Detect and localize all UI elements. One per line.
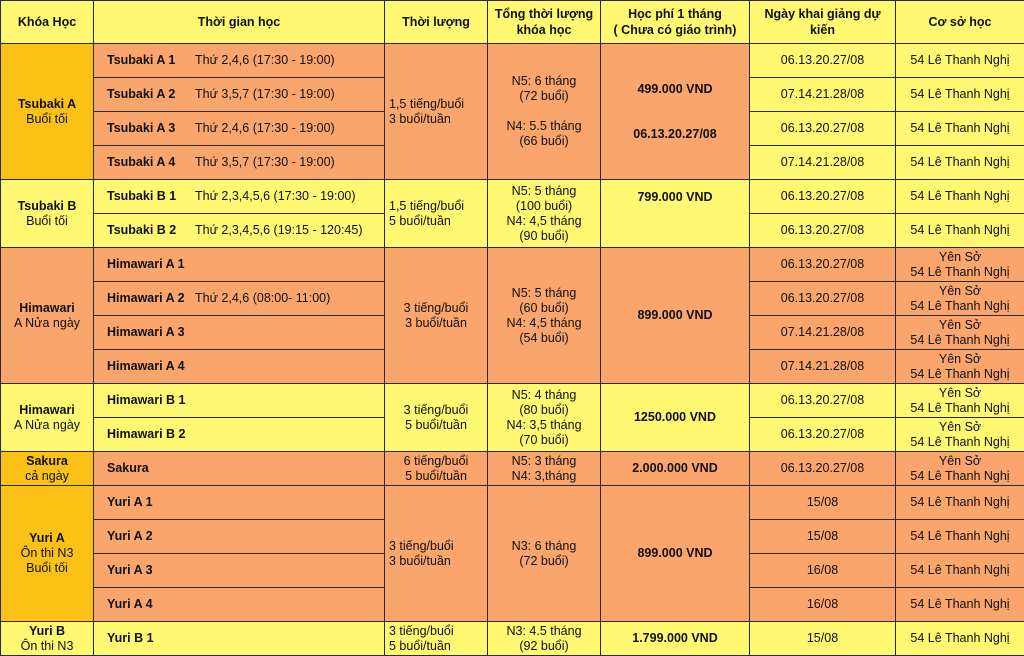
duration-cell: 6 tiếng/buổi 5 buổi/tuần — [385, 452, 488, 486]
header-row — [1, 1, 1024, 44]
header-schedule: Thời gian học — [94, 1, 385, 44]
header-duration: Thời lượng — [385, 1, 488, 44]
campus-cell: 54 Lê Thanh Nghị — [896, 112, 1024, 146]
fee-cell: 899.000 VND — [601, 486, 750, 622]
campus-cell: 54 Lê Thanh Nghị — [896, 588, 1024, 622]
class-schedule: Himawari A 1 — [94, 248, 385, 282]
campus-cell: 54 Lê Thanh Nghị — [896, 214, 1024, 248]
campus-cell: Yên Sở 54 Lê Thanh Nghị — [896, 452, 1024, 486]
header-course: Khóa Học — [1, 1, 94, 44]
campus-cell: 54 Lê Thanh Nghị — [896, 520, 1024, 554]
fee-cell: 899.000 VND — [601, 248, 750, 384]
table-row — [1, 44, 1024, 78]
course-group-tsubaki-b: Tsubaki B Buổi tối — [1, 180, 94, 248]
fee-cell: 1.799.000 VND — [601, 622, 750, 656]
class-schedule: Yuri B 1 — [94, 622, 385, 656]
total-duration-cell: N5: 4 tháng (80 buổi) N4: 3,5 tháng (70 buổi) — [488, 384, 601, 452]
start-date-cell: 06.13.20.27/08 — [750, 214, 896, 248]
fee-cell: 1250.000 VND — [601, 384, 750, 452]
class-schedule: Himawari A 2 Thứ 2,4,6 (08:00- 11:00) — [94, 282, 385, 316]
campus-cell: Yên Sở 54 Lê Thanh Nghị — [896, 418, 1024, 452]
class-schedule: Yuri A 2 — [94, 520, 385, 554]
start-date-cell: 16/08 — [750, 588, 896, 622]
class-schedule: Tsubaki A 1 Thứ 2,4,6 (17:30 - 19:00) — [94, 44, 385, 78]
start-date-cell: 15/08 — [750, 520, 896, 554]
start-date-cell: 06.13.20.27/08 — [750, 248, 896, 282]
class-schedule: Tsubaki B 1 Thứ 2,3,4,5,6 (17:30 - 19:00) — [94, 180, 385, 214]
duration-cell: 1,5 tiếng/buổi 5 buổi/tuần — [385, 180, 488, 248]
course-group-yuri-b: Yuri B Ôn thi N3 — [1, 622, 94, 656]
fee-cell: 499.000 VND 06.13.20.27/08 — [601, 44, 750, 180]
course-group-himawari-a: Himawari A Nửa ngày — [1, 248, 94, 384]
fee-cell: 2.000.000 VND — [601, 452, 750, 486]
course-group-tsubaki-a: Tsubaki A Buổi tối — [1, 44, 94, 180]
class-schedule: Tsubaki A 2 Thứ 3,5,7 (17:30 - 19:00) — [94, 78, 385, 112]
campus-cell: Yên Sở 54 Lê Thanh Nghị — [896, 384, 1024, 418]
course-group-himawari-b: Himawari A Nửa ngày — [1, 384, 94, 452]
fee-cell: 799.000 VND — [601, 180, 750, 248]
table-row — [1, 452, 1024, 486]
total-duration-cell: N5: 3 tháng N4: 3,tháng — [488, 452, 601, 486]
campus-cell: Yên Sở 54 Lê Thanh Nghị — [896, 282, 1024, 316]
start-date-cell: 07.14.21.28/08 — [750, 78, 896, 112]
campus-cell: 54 Lê Thanh Nghị — [896, 78, 1024, 112]
total-duration-cell: N3: 6 tháng (72 buổi) — [488, 486, 601, 622]
total-duration-cell: N3: 4.5 tháng (92 buổi) — [488, 622, 601, 656]
class-schedule: Himawari B 2 — [94, 418, 385, 452]
campus-cell: 54 Lê Thanh Nghị — [896, 44, 1024, 78]
header-total-duration: Tổng thời lượng khóa học — [488, 1, 601, 44]
course-group-sakura: Sakura cả ngày — [1, 452, 94, 486]
campus-cell: Yên Sở 54 Lê Thanh Nghị — [896, 350, 1024, 384]
campus-cell: 54 Lê Thanh Nghị — [896, 554, 1024, 588]
header-campus: Cơ sở học — [896, 1, 1024, 44]
total-duration-cell: N5: 5 tháng (60 buổi) N4: 4,5 tháng (54 buổi) — [488, 248, 601, 384]
start-date-cell: 06.13.20.27/08 — [750, 112, 896, 146]
class-schedule: Sakura — [94, 452, 385, 486]
campus-cell: Yên Sở 54 Lê Thanh Nghị — [896, 316, 1024, 350]
start-date-cell: 06.13.20.27/08 — [750, 180, 896, 214]
start-date-cell: 16/08 — [750, 554, 896, 588]
duration-cell: 3 tiếng/buổi 5 buổi/tuần — [385, 384, 488, 452]
campus-cell: 54 Lê Thanh Nghị — [896, 146, 1024, 180]
header-monthly-fee: Học phí 1 tháng ( Chưa có giáo trình) — [601, 1, 750, 44]
start-date-cell: 06.13.20.27/08 — [750, 384, 896, 418]
header-start-date: Ngày khai giảng dự kiến — [750, 1, 896, 44]
table-row — [1, 622, 1024, 656]
start-date-cell: 15/08 — [750, 486, 896, 520]
start-date-cell: 06.13.20.27/08 — [750, 282, 896, 316]
class-schedule: Yuri A 3 — [94, 554, 385, 588]
class-schedule: Himawari B 1 — [94, 384, 385, 418]
campus-cell: 54 Lê Thanh Nghị — [896, 486, 1024, 520]
campus-cell: 54 Lê Thanh Nghị — [896, 180, 1024, 214]
start-date-cell: 07.14.21.28/08 — [750, 146, 896, 180]
campus-cell: Yên Sở 54 Lê Thanh Nghị — [896, 248, 1024, 282]
class-schedule: Tsubaki B 2 Thứ 2,3,4,5,6 (19:15 - 120:45) — [94, 214, 385, 248]
table-row — [1, 248, 1024, 282]
duration-cell: 3 tiếng/buổi 5 buổi/tuần — [385, 622, 488, 656]
table-row — [1, 384, 1024, 418]
duration-cell: 3 tiếng/buổi 3 buổi/tuần — [385, 486, 488, 622]
course-group-yuri-a: Yuri A Ôn thi N3 Buổi tối — [1, 486, 94, 622]
class-schedule: Yuri A 4 — [94, 588, 385, 622]
start-date-cell: 06.13.20.27/08 — [750, 452, 896, 486]
total-duration-cell: N5: 5 tháng (100 buổi) N4: 4,5 tháng (90 buổi) — [488, 180, 601, 248]
duration-cell: 3 tiếng/buổi 3 buổi/tuần — [385, 248, 488, 384]
start-date-cell: 15/08 — [750, 622, 896, 656]
class-schedule: Tsubaki A 4 Thứ 3,5,7 (17:30 - 19:00) — [94, 146, 385, 180]
table-row — [1, 486, 1024, 520]
class-schedule: Yuri A 1 — [94, 486, 385, 520]
class-schedule: Himawari A 3 — [94, 316, 385, 350]
start-date-cell: 06.13.20.27/08 — [750, 418, 896, 452]
start-date-cell: 07.14.21.28/08 — [750, 316, 896, 350]
start-date-cell: 06.13.20.27/08 — [750, 44, 896, 78]
duration-cell: 1,5 tiếng/buổi 3 buổi/tuần — [385, 44, 488, 180]
campus-cell: 54 Lê Thanh Nghị — [896, 622, 1024, 656]
class-schedule: Tsubaki A 3 Thứ 2,4,6 (17:30 - 19:00) — [94, 112, 385, 146]
start-date-cell: 07.14.21.28/08 — [750, 350, 896, 384]
total-duration-cell: N5: 6 tháng (72 buổi) N4: 5.5 tháng (66 buổi) — [488, 44, 601, 180]
table-row — [1, 180, 1024, 214]
class-schedule: Himawari A 4 — [94, 350, 385, 384]
